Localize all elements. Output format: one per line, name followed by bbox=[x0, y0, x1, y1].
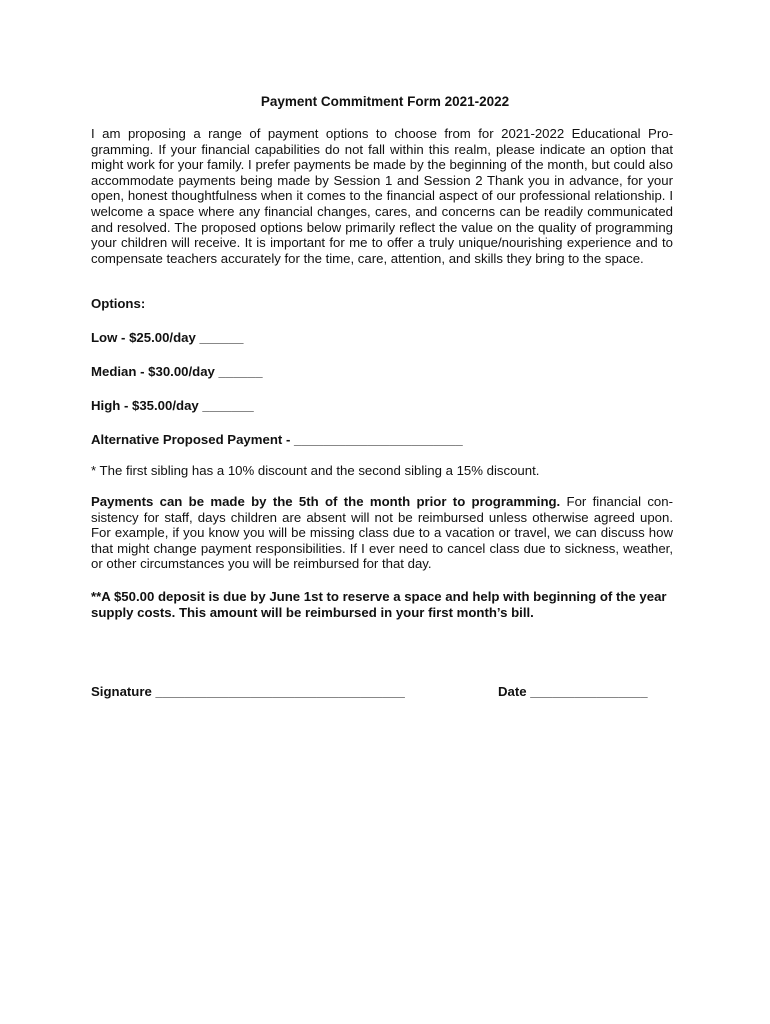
option-low: Low - $25.00/day ______ bbox=[91, 330, 244, 345]
intro-text: I am proposing a range of payment options to choose from for 2021-2022 Educational Programming. If your financial capabilities do not fall within this realm, please indicate an option that might work for your family. I prefer payments be made by the beginning of the month, but could also accommodate payments being made by Session 1 and Session 2 Thank you in advance, for your open, honest thoughtfulness when it comes to the financial aspect of our professional relationship. I welcome a space where any financial changes, cares, and concerns can be readily communicated and resolved. The proposed options below primarily reflect the value on the quality of programming your children will receive. It is important for me to offer a truly unique/nourishing experience and to compensate teachers accurately for the time, care, attention, and skills they bring to the space. bbox=[91, 126, 673, 266]
signature-line[interactable]: Signature __________________________________ bbox=[91, 684, 405, 699]
payments-text bbox=[91, 494, 673, 572]
payments-deadline: Payments can be made by the 5th of the month prior to programming. bbox=[91, 494, 561, 509]
page-title: Payment Commitment Form 2021-2022 bbox=[260, 94, 510, 109]
payments-policy: For financial consistency for staff, days children are absent will not be reimbursed unless otherwise agreed upon. For example, if you know you will be missing class due to a vacation or travel, we can discuss how that might change payment responsibilities. If I ever need to cancel class due to sickness, weather, or other circumstances you will be reimbursed for that day. bbox=[91, 494, 673, 572]
sibling-discount-note: * The first sibling has a 10% discount and the second sibling a 15% discount. bbox=[91, 463, 540, 478]
payments-paragraph bbox=[91, 494, 673, 572]
intro-paragraph bbox=[91, 126, 673, 266]
option-alternative: Alternative Proposed Payment - _______________________ bbox=[91, 432, 463, 447]
option-high: High - $35.00/day _______ bbox=[91, 398, 254, 413]
date-line[interactable]: Date ________________ bbox=[498, 684, 648, 699]
options-heading: Options: bbox=[91, 296, 146, 311]
option-median: Median - $30.00/day ______ bbox=[91, 364, 263, 379]
deposit-note: **A $50.00 deposit is due by June 1st to reserve a space and help with beginning of the year supply costs. This amount will be reimbursed in your first month’s bill. bbox=[91, 589, 667, 620]
